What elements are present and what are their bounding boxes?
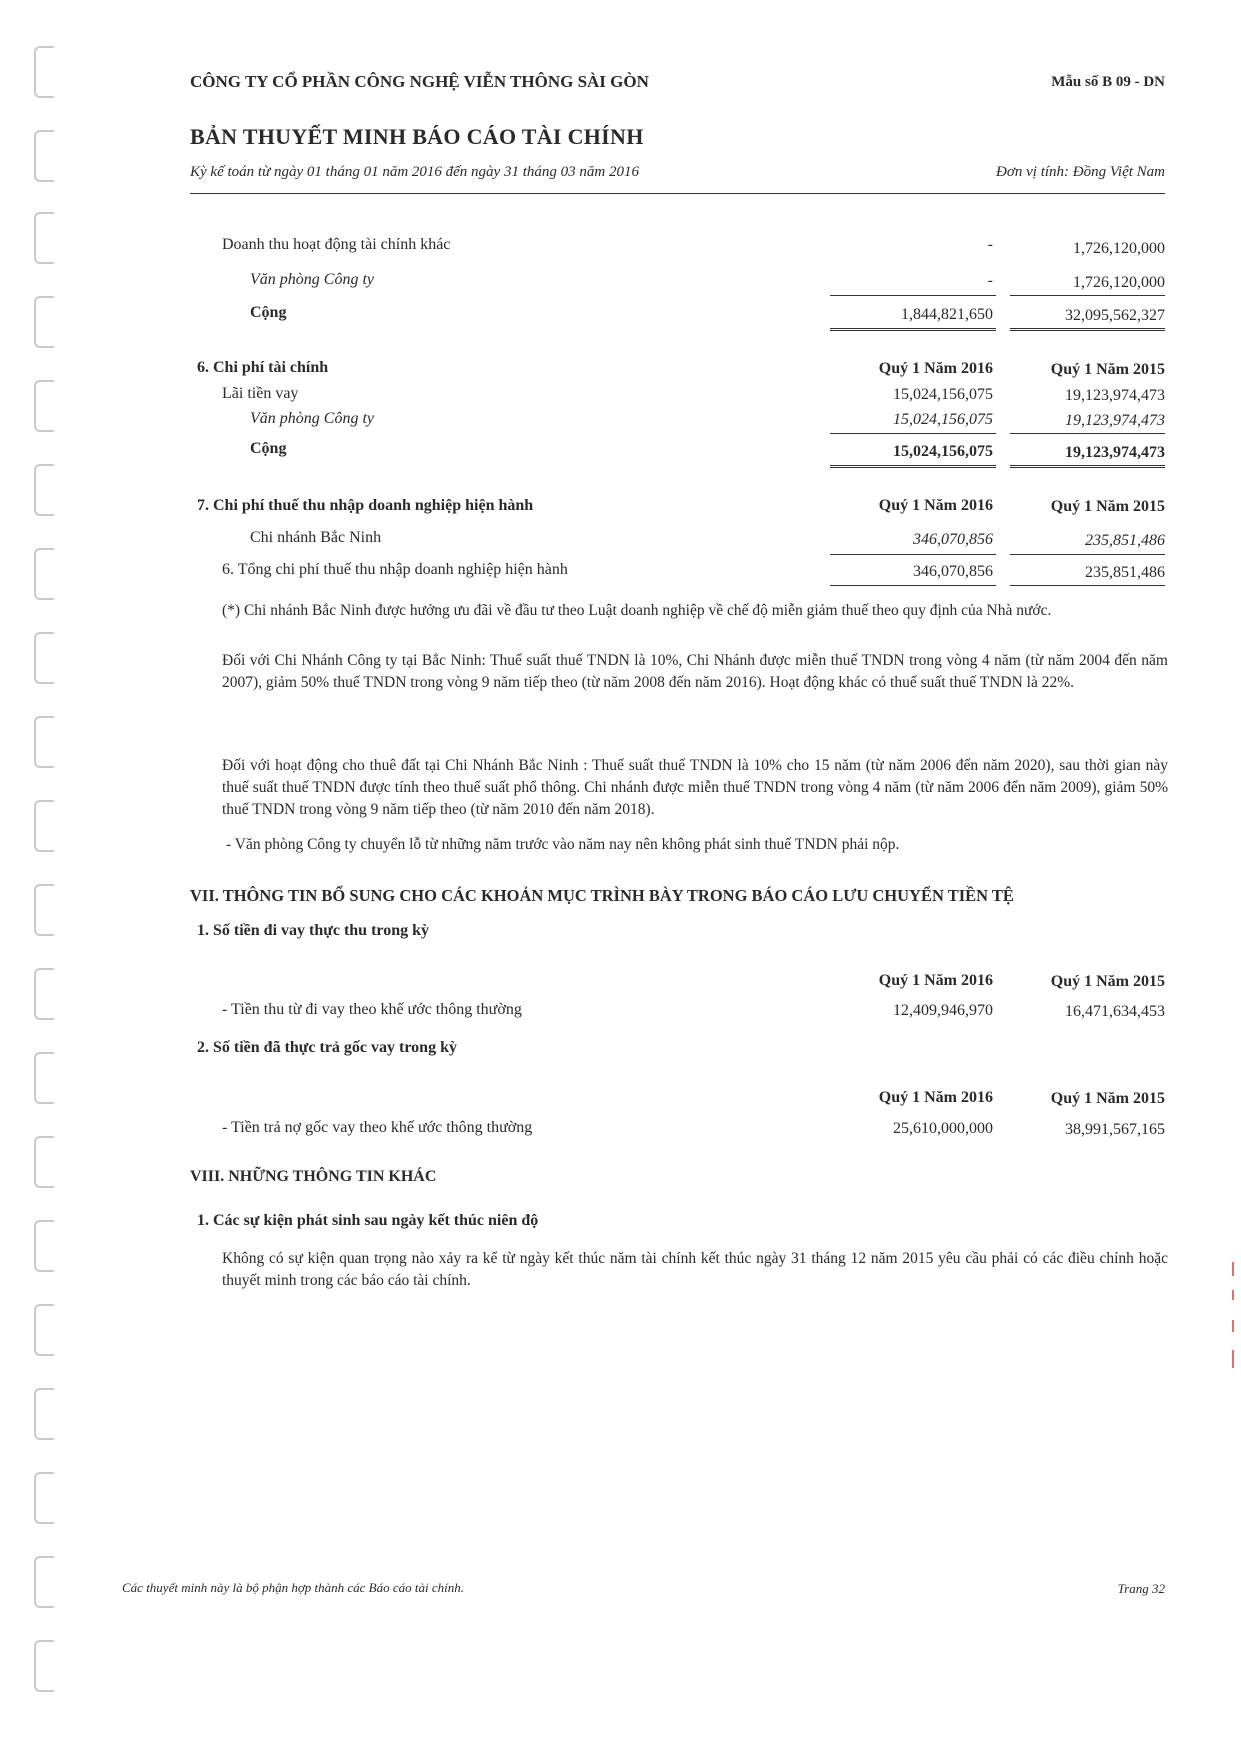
section6-row1-v2: 19,123,974,473 (1065, 387, 1165, 404)
section-vii-sub1-col2: Quý 1 Năm 2015 (1050, 973, 1165, 990)
section6-row1-v1: 15,024,156,075 (893, 386, 993, 403)
company-name: CÔNG TY CỔ PHẦN CÔNG NGHỆ VIỄN THÔNG SÀI GÒN (190, 72, 649, 91)
page-title: BẢN THUYẾT MINH BÁO CÁO TÀI CHÍNH (190, 124, 644, 149)
rule (830, 433, 996, 434)
rule (830, 585, 996, 586)
section-vii-sub2-col1: Quý 1 Năm 2016 (878, 1089, 993, 1106)
rule (1010, 295, 1165, 296)
section6-row2-v1: 15,024,156,075 (893, 411, 993, 428)
double-rule (1010, 328, 1165, 331)
section7-col1: Quý 1 Năm 2016 (878, 497, 993, 514)
section6-col1: Quý 1 Năm 2016 (878, 360, 993, 377)
section6-col2: Quý 1 Năm 2015 (1050, 361, 1165, 378)
section-vii-sub2-col2: Quý 1 Năm 2015 (1050, 1090, 1165, 1107)
page-number: Trang 32 (1117, 1581, 1165, 1596)
unit-text: Đơn vị tính: Đồng Việt Nam (996, 164, 1165, 180)
period-text: Kỳ kế toán từ ngày 01 tháng 01 năm 2016 đến ngày 31 tháng 03 năm 2016 (190, 164, 639, 180)
top-row2-v1: - (987, 272, 993, 289)
section-viii-title: VIII. NHỮNG THÔNG TIN KHÁC (190, 1168, 437, 1185)
section-vii-sub1-row-label: - Tiền thu từ đi vay theo khế ước thông thường (222, 1001, 522, 1018)
section7-row2-label: 6. Tổng chi phí thuế thu nhập doanh nghiệp hiện hành (222, 561, 568, 578)
top-total-v2: 32,095,562,327 (1065, 307, 1165, 324)
section6-total-label: Cộng (250, 440, 287, 457)
section7-note1: (*) Chi nhánh Bắc Ninh được hưởng ưu đãi về đầu tư theo Luật doanh nghiệp về chế độ miễn giảm thuế theo quy định của Nhà nước. (222, 602, 1052, 619)
rule (1010, 554, 1165, 555)
top-row2-v2: 1,726,120,000 (1073, 274, 1165, 291)
double-rule (1010, 465, 1165, 468)
section7-note4: - Văn phòng Công ty chuyển lỗ từ những năm trước vào năm nay nên không phát sinh thuế TNDN phải nộp. (226, 836, 900, 853)
section7-row1-label: Chi nhánh Bắc Ninh (250, 529, 382, 546)
section-viii-sub1-title: 1. Các sự kiện phát sinh sau ngày kết thúc niên độ (197, 1212, 539, 1229)
section6-row2-label: Văn phòng Công ty (250, 410, 374, 427)
section-vii-sub2-title: 2. Số tiền đã thực trả gốc vay trong kỳ (197, 1039, 457, 1056)
form-code: Mẫu số B 09 - DN (1051, 74, 1165, 90)
section7-note3: Đối với hoạt động cho thuê đất tại Chi Nhánh Bắc Ninh : Thuế suất thuế TNDN là 10% cho 15 năm (từ năm 2006 đến năm 2020), sau thời gian này thuế suất thuế TNDN được tính theo thuế suất phổ thông. Chi nhánh được miễn thuế TNDN trong vòng 4 năm (từ năm 2006 đến năm 2009), giảm 50% thuế TNDN trong vòng 9 năm tiếp theo (từ năm 2010 đến năm 2018). (222, 757, 1168, 818)
section6-title: 6. Chi phí tài chính (197, 359, 329, 376)
section-vii-sub1-row-v1: 12,409,946,970 (893, 1002, 993, 1019)
section-vii-sub1-col1: Quý 1 Năm 2016 (878, 972, 993, 989)
section-viii-sub1-text: Không có sự kiện quan trọng nào xảy ra kể từ ngày kết thúc năm tài chính kết thúc ngày 31 tháng 12 năm 2015 yêu cầu phải có các điều chỉnh hoặc thuyết minh trong các báo cáo tài chính. (222, 1250, 1168, 1289)
section-vii-title: VII. THÔNG TIN BỔ SUNG CHO CÁC KHOẢN MỤC TRÌNH BÀY TRONG BÁO CÁO LƯU CHUYỂN TIỀN TỆ (190, 886, 1014, 905)
section7-row1-v2: 235,851,486 (1085, 532, 1165, 549)
top-row1-v1: - (987, 236, 993, 253)
section7-note2: Đối với Chi Nhánh Công ty tại Bắc Ninh: Thuế suất thuế TNDN là 10%, Chi Nhánh được miễn thuế TNDN trong vòng 4 năm (từ năm 2004 đến năm 2007), giảm 50% thuế TNDN trong vòng 9 năm tiếp theo (từ năm 2008 đến năm 2016). Hoạt động khác có thuế suất thuế TNDN là 22%. (222, 652, 1168, 691)
section7-row2-v2: 235,851,486 (1085, 564, 1165, 581)
rule (1010, 585, 1165, 586)
section6-total-v2: 19,123,974,473 (1065, 444, 1165, 461)
rule (830, 554, 996, 555)
section-vii-sub1-title: 1. Số tiền đi vay thực thu trong kỳ (197, 922, 430, 939)
top-row2-label: Văn phòng Công ty (250, 271, 374, 288)
top-row1-v2: 1,726,120,000 (1073, 240, 1165, 257)
top-total-v1: 1,844,821,650 (901, 306, 993, 323)
section7-row2-v1: 346,070,856 (913, 563, 993, 580)
rule (830, 295, 996, 296)
section7-col2: Quý 1 Năm 2015 (1050, 498, 1165, 515)
section-vii-sub1-row-v2: 16,471,634,453 (1065, 1003, 1165, 1020)
section-vii-sub2-row-v2: 38,991,567,165 (1065, 1121, 1165, 1138)
footer-note: Các thuyết minh này là bộ phận hợp thành các Báo cáo tài chính. (122, 1580, 464, 1595)
double-rule (830, 465, 996, 468)
top-row1-label: Doanh thu hoạt động tài chính khác (222, 236, 451, 253)
section6-row1-label: Lãi tiền vay (222, 385, 299, 402)
top-total-label: Cộng (250, 304, 287, 321)
section6-row2-v2: 19,123,974,473 (1065, 412, 1165, 429)
section-vii-sub2-row-v1: 25,610,000,000 (893, 1120, 993, 1137)
section-vii-sub2-row-label: - Tiền trả nợ gốc vay theo khế ước thông thường (222, 1119, 533, 1136)
section7-row1-v1: 346,070,856 (913, 531, 993, 548)
section6-total-v1: 15,024,156,075 (893, 443, 993, 460)
header-rule (190, 193, 1165, 194)
rule (1010, 433, 1165, 434)
section7-title: 7. Chi phí thuế thu nhập doanh nghiệp hiện hành (197, 497, 534, 514)
double-rule (830, 328, 996, 331)
